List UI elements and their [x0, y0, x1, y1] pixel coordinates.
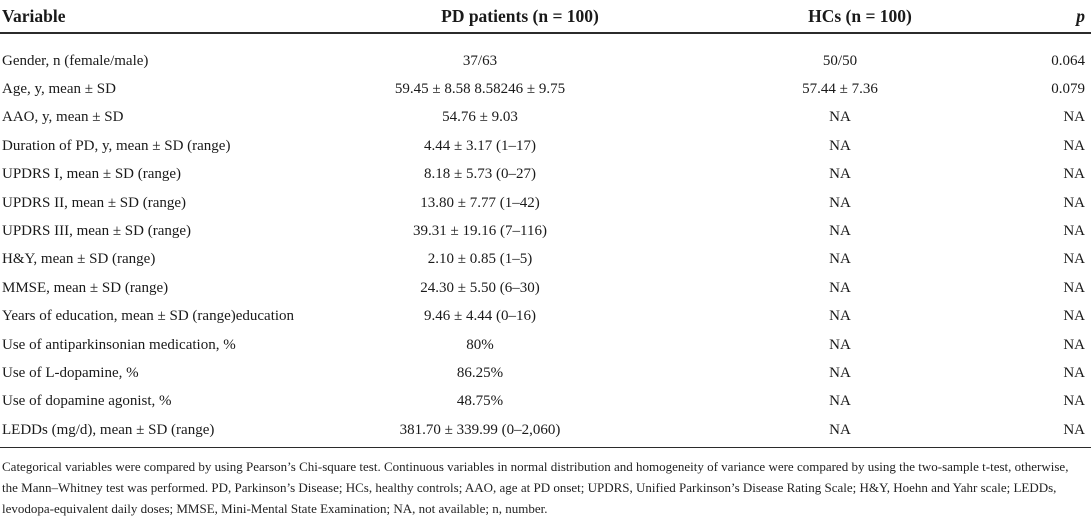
cell-pd-patients: 9.46 ± 4.44 (0–16)	[424, 308, 536, 325]
table-header	[0, 0, 1091, 34]
cell-p-value: 0.064	[1051, 52, 1085, 69]
cell-variable: LEDDs (mg/d), mean ± SD (range)	[2, 421, 215, 438]
cell-pd-patients: 2.10 ± 0.85 (1–5)	[427, 251, 533, 268]
cell-p-value: NA	[1063, 194, 1085, 211]
cell-p-value: NA	[1063, 251, 1085, 268]
table-row	[0, 217, 1091, 245]
cell-variable: Gender, n (female/male)	[2, 52, 149, 69]
table-row	[0, 388, 1091, 416]
cell-variable: Duration of PD, y, mean ± SD (range)	[2, 137, 231, 154]
cell-p-value: NA	[1063, 393, 1085, 410]
table-row	[0, 104, 1091, 132]
header-p-value: p	[1076, 5, 1085, 26]
table-footnote: Categorical variables were compared by using Pearson’s Chi-square test. Continuous variables in normal distribution and homogeneity of variance were compared by using the two-sample t-test, otherwise, the Mann–Whitney test was performed. PD, Parkinson’s Disease; HCs, healthy controls; AAO, age at PD onset; UPDRS, Unified Parkinson’s Disease Rating Scale; H&Y, Hoehn and Yahr scale; LEDDs, levodopa-equivalent daily doses; MMSE, Mini-Mental State Examination; NA, not available; n, number.	[2, 459, 1069, 517]
table-body	[0, 47, 1091, 448]
cell-p-value: NA	[1063, 279, 1085, 296]
cell-hcs: NA	[829, 194, 851, 211]
cell-p-value: 0.079	[1051, 81, 1085, 98]
table-row	[0, 416, 1091, 444]
cell-pd-patients: 54.76 ± 9.03	[442, 109, 518, 126]
cell-pd-patients: 13.80 ± 7.77 (1–42)	[420, 194, 540, 211]
cell-hcs: NA	[829, 166, 851, 183]
cell-hcs: NA	[829, 109, 851, 126]
cell-pd-patients: 39.31 ± 19.16 (7–116)	[413, 223, 547, 240]
cell-p-value: NA	[1063, 166, 1085, 183]
table-row	[0, 303, 1091, 331]
table-row	[0, 189, 1091, 217]
cell-p-value: NA	[1063, 109, 1085, 126]
cell-hcs: NA	[829, 137, 851, 154]
table-row	[0, 161, 1091, 189]
table-row	[0, 246, 1091, 274]
cell-hcs: NA	[829, 393, 851, 410]
cell-hcs: NA	[829, 364, 851, 381]
cell-pd-patients: 4.44 ± 3.17 (1–17)	[424, 137, 536, 154]
cell-variable: Use of L-dopamine, %	[2, 364, 139, 381]
cell-p-value: NA	[1063, 308, 1085, 325]
cell-variable: Use of dopamine agonist, %	[2, 393, 172, 410]
cell-variable: H&Y, mean ± SD (range)	[2, 251, 156, 268]
table-row	[0, 132, 1091, 160]
cell-variable: UPDRS II, mean ± SD (range)	[2, 194, 187, 211]
header-variable: Variable	[2, 5, 66, 26]
cell-hcs: NA	[829, 308, 851, 325]
cell-p-value: NA	[1063, 364, 1085, 381]
cell-pd-patients: 48.75%	[456, 393, 504, 410]
cell-hcs: NA	[829, 279, 851, 296]
cell-p-value: NA	[1063, 421, 1085, 438]
cell-variable: AAO, y, mean ± SD	[2, 109, 124, 126]
cell-p-value: NA	[1063, 137, 1085, 154]
cell-variable: MMSE, mean ± SD (range)	[2, 279, 169, 296]
header-hcs: HCs (n = 100)	[808, 5, 912, 26]
table-row	[0, 331, 1091, 359]
cell-hcs: 50/50	[822, 52, 858, 69]
cell-hcs: NA	[829, 336, 851, 353]
cell-hcs: NA	[829, 223, 851, 240]
cell-variable: Years of education, mean ± SD (range)education	[2, 308, 295, 325]
cell-variable: Age, y, mean ± SD	[2, 81, 116, 98]
cell-variable: Use of antiparkinsonian medication, %	[2, 336, 236, 353]
cell-pd-patients: 59.45 ± 8.58 8.58246 ± 9.75	[394, 81, 566, 98]
cell-pd-patients: 80%	[466, 336, 494, 353]
cell-pd-patients: 86.25%	[456, 364, 504, 381]
cell-hcs: 57.44 ± 7.36	[802, 81, 878, 98]
cell-hcs: NA	[829, 251, 851, 268]
table-row	[0, 47, 1091, 75]
cell-hcs: NA	[829, 421, 851, 438]
cell-pd-patients: 8.18 ± 5.73 (0–27)	[424, 166, 536, 183]
cell-variable: UPDRS III, mean ± SD (range)	[2, 223, 192, 240]
cell-pd-patients: 381.70 ± 339.99 (0–2,060)	[399, 421, 561, 438]
cell-p-value: NA	[1063, 223, 1085, 240]
header-pd-patients: PD patients (n = 100)	[441, 5, 599, 26]
cell-pd-patients: 37/63	[462, 52, 498, 69]
table-row	[0, 359, 1091, 387]
cell-pd-patients: 24.30 ± 5.50 (6–30)	[420, 279, 540, 296]
table-row	[0, 75, 1091, 103]
cell-p-value: NA	[1063, 336, 1085, 353]
cell-variable: UPDRS I, mean ± SD (range)	[2, 166, 182, 183]
table-row	[0, 274, 1091, 302]
